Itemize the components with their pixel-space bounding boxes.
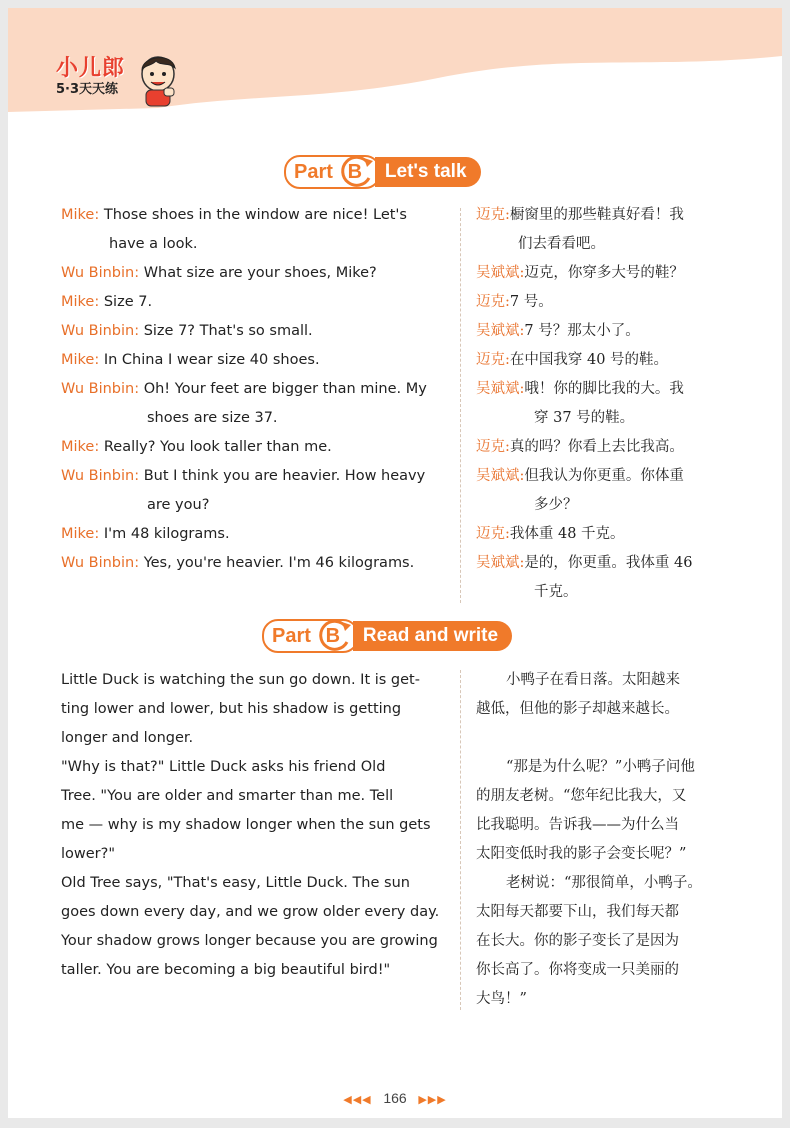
story-line: longer and longer. [61, 730, 194, 746]
section-title: Let's talk [375, 157, 481, 187]
dialogue-line [61, 288, 451, 317]
part-label [284, 155, 381, 189]
dialogue-line [61, 491, 451, 520]
translation-line [476, 375, 721, 404]
translation-line [476, 259, 721, 288]
translation-line [476, 317, 721, 346]
part-letter: B [347, 161, 363, 183]
speaker: 吴斌斌: [476, 265, 525, 281]
logo-main-text: 小儿郎 [56, 56, 126, 81]
page-number: 166 [383, 1090, 407, 1106]
translation: 7 号。 [509, 294, 553, 310]
speaker: 迈克: [476, 439, 510, 455]
story-line: ting lower and lower, but his shadow is getting [61, 701, 402, 717]
speaker: 迈克: [476, 294, 510, 310]
story-line: "Why is that?" Little Duck asks his friend Old [61, 759, 386, 775]
translation: 7 号？那太小了。 [524, 323, 640, 339]
speaker: Mike: [61, 439, 100, 455]
speaker: 迈克: [476, 526, 510, 542]
section-title: Read and write [353, 621, 512, 651]
translation: 是的，你更重。我体重 46 [524, 555, 693, 571]
dialogue-line [61, 230, 451, 259]
translation-line [476, 230, 721, 259]
dialogue-line [61, 433, 451, 462]
dialogue-line [61, 520, 451, 549]
utterance: Oh! Your feet are bigger than mine. My [143, 381, 427, 397]
part-letter: B [325, 625, 341, 647]
speaker: Wu Binbin: [61, 323, 140, 339]
mascot-boy-icon [136, 52, 180, 108]
dialogue-line [61, 549, 451, 578]
story-line: me — why is my shadow longer when the sun gets [61, 817, 431, 833]
utterance: have a look. [109, 236, 198, 252]
story-line: Your shadow grows longer because you are growing [61, 933, 438, 949]
speaker: Mike: [61, 352, 100, 368]
utterance: Yes, you're heavier. I'm 46 kilograms. [143, 555, 415, 571]
story-chinese [476, 666, 721, 1014]
utterance: What size are your shoes, Mike? [143, 265, 377, 281]
utterance: are you? [147, 497, 210, 513]
translation: 穿 37 号的鞋。 [534, 410, 635, 426]
translation: 们去看看吧。 [518, 236, 605, 252]
brand-logo [56, 58, 125, 98]
left-arrows-icon: ◀◀◀ [343, 1094, 372, 1106]
story-line: Tree. "You are older and smarter than me. Tell [61, 788, 394, 804]
talk-entry [61, 375, 451, 433]
story-translation-line: 太阳变低时我的影子会变长呢？” [476, 846, 687, 862]
part-label [262, 619, 359, 653]
translation-line [476, 346, 721, 375]
utterance: Size 7? That's so small. [143, 323, 313, 339]
part-word: Part [294, 160, 333, 183]
translation: 多少？ [534, 497, 578, 513]
story-translation-line: 比我聪明。告诉我——为什么当 [476, 817, 679, 833]
speaker: 吴斌斌: [476, 323, 525, 339]
utterance: Size 7. [103, 294, 153, 310]
speaker: Mike: [61, 207, 100, 223]
column-divider [460, 670, 461, 1010]
dialogue-line [61, 259, 451, 288]
speaker: Mike: [61, 526, 100, 542]
speaker: 吴斌斌: [476, 468, 525, 484]
translation: 千克。 [534, 584, 578, 600]
utterance: Those shoes in the window are nice! Let's [103, 207, 407, 223]
talk-entry [61, 462, 451, 520]
story-line: Little Duck is watching the sun go down. It is get- [61, 672, 420, 688]
logo-sub-text: 5·3天天练 [56, 82, 119, 97]
dialogue-line [61, 462, 451, 491]
speaker: Wu Binbin: [61, 381, 140, 397]
story-translation-line: 的朋友老树。“您年纪比我大，又 [476, 788, 687, 804]
story-translation-line: 老树说：“那很简单，小鸭子。 [506, 875, 702, 891]
translation-line [476, 578, 721, 607]
translation-line [476, 462, 721, 491]
speaker: 迈克: [476, 207, 510, 223]
story-translation-line: 在长大。你的影子变长了是因为 [476, 933, 679, 949]
translation-line [476, 201, 721, 230]
speaker: Mike: [61, 294, 100, 310]
speaker: 吴斌斌: [476, 381, 525, 397]
part-b-lets-talk-badge [284, 154, 481, 190]
right-arrows-icon: ▶▶▶ [418, 1094, 447, 1106]
dialogue-line [61, 404, 451, 433]
talk-entry [61, 201, 451, 259]
part-b-read-and-write-badge [262, 618, 512, 654]
speaker: Wu Binbin: [61, 555, 140, 571]
utterance: I'm 48 kilograms. [103, 526, 230, 542]
translation-line [476, 491, 721, 520]
translation: 但我认为你更重。你体重 [524, 468, 684, 484]
utterance: In China I wear size 40 shoes. [103, 352, 320, 368]
utterance: shoes are size 37. [147, 410, 278, 426]
translation: 在中国我穿 40 号的鞋。 [509, 352, 669, 368]
translation: 我体重 48 千克。 [509, 526, 625, 542]
speaker: Wu Binbin: [61, 265, 140, 281]
speaker: Wu Binbin: [61, 468, 140, 484]
story-translation-line: 你长高了。你将变成一只美丽的 [476, 962, 679, 978]
dialogue-line [61, 375, 451, 404]
translation: 橱窗里的那些鞋真好看！我 [509, 207, 684, 223]
dialogue-line [61, 317, 451, 346]
translation: 哦！你的脚比我的大。我 [524, 381, 684, 397]
translation-line [476, 288, 721, 317]
dialogue-line [61, 201, 451, 230]
story-translation-line: 小鸭子在看日落。太阳越来 [506, 672, 680, 688]
talk-chinese [476, 201, 721, 607]
story-translation-line: 大鸟！” [476, 991, 527, 1007]
translation-line [476, 549, 721, 578]
part-letter-circle [315, 618, 355, 654]
dialogue-line [61, 346, 451, 375]
story-line: goes down every day, and we grow older every day. [61, 904, 440, 920]
translation: 真的吗？你看上去比我高。 [509, 439, 684, 455]
story-blank-line [476, 724, 721, 753]
translation-line [476, 520, 721, 549]
story-translation-line: 越低，但他的影子却越来越长。 [476, 701, 679, 717]
story-line: Old Tree says, "That's easy, Little Duck. The sun [61, 875, 410, 891]
utterance: But I think you are heavier. How heavy [143, 468, 426, 484]
part-letter-circle [337, 154, 377, 190]
story-translation-line: “那是为什么呢？”小鸭子问他 [506, 759, 695, 775]
translation-line [476, 404, 721, 433]
talk-english [61, 201, 451, 578]
page-footer [8, 1090, 782, 1106]
page [8, 8, 782, 1118]
utterance: Really? You look taller than me. [103, 439, 332, 455]
speaker: 迈克: [476, 352, 510, 368]
story-line: lower?" [61, 846, 116, 862]
story-translation-line: 太阳每天都要下山，我们每天都 [476, 904, 679, 920]
column-divider [460, 208, 461, 603]
speaker: 吴斌斌: [476, 555, 525, 571]
translation-line [476, 433, 721, 462]
story-english [61, 666, 451, 985]
part-word: Part [272, 624, 311, 647]
translation: 迈克，你穿多大号的鞋？ [524, 265, 684, 281]
story-line: taller. You are becoming a big beautiful bird!" [61, 962, 391, 978]
